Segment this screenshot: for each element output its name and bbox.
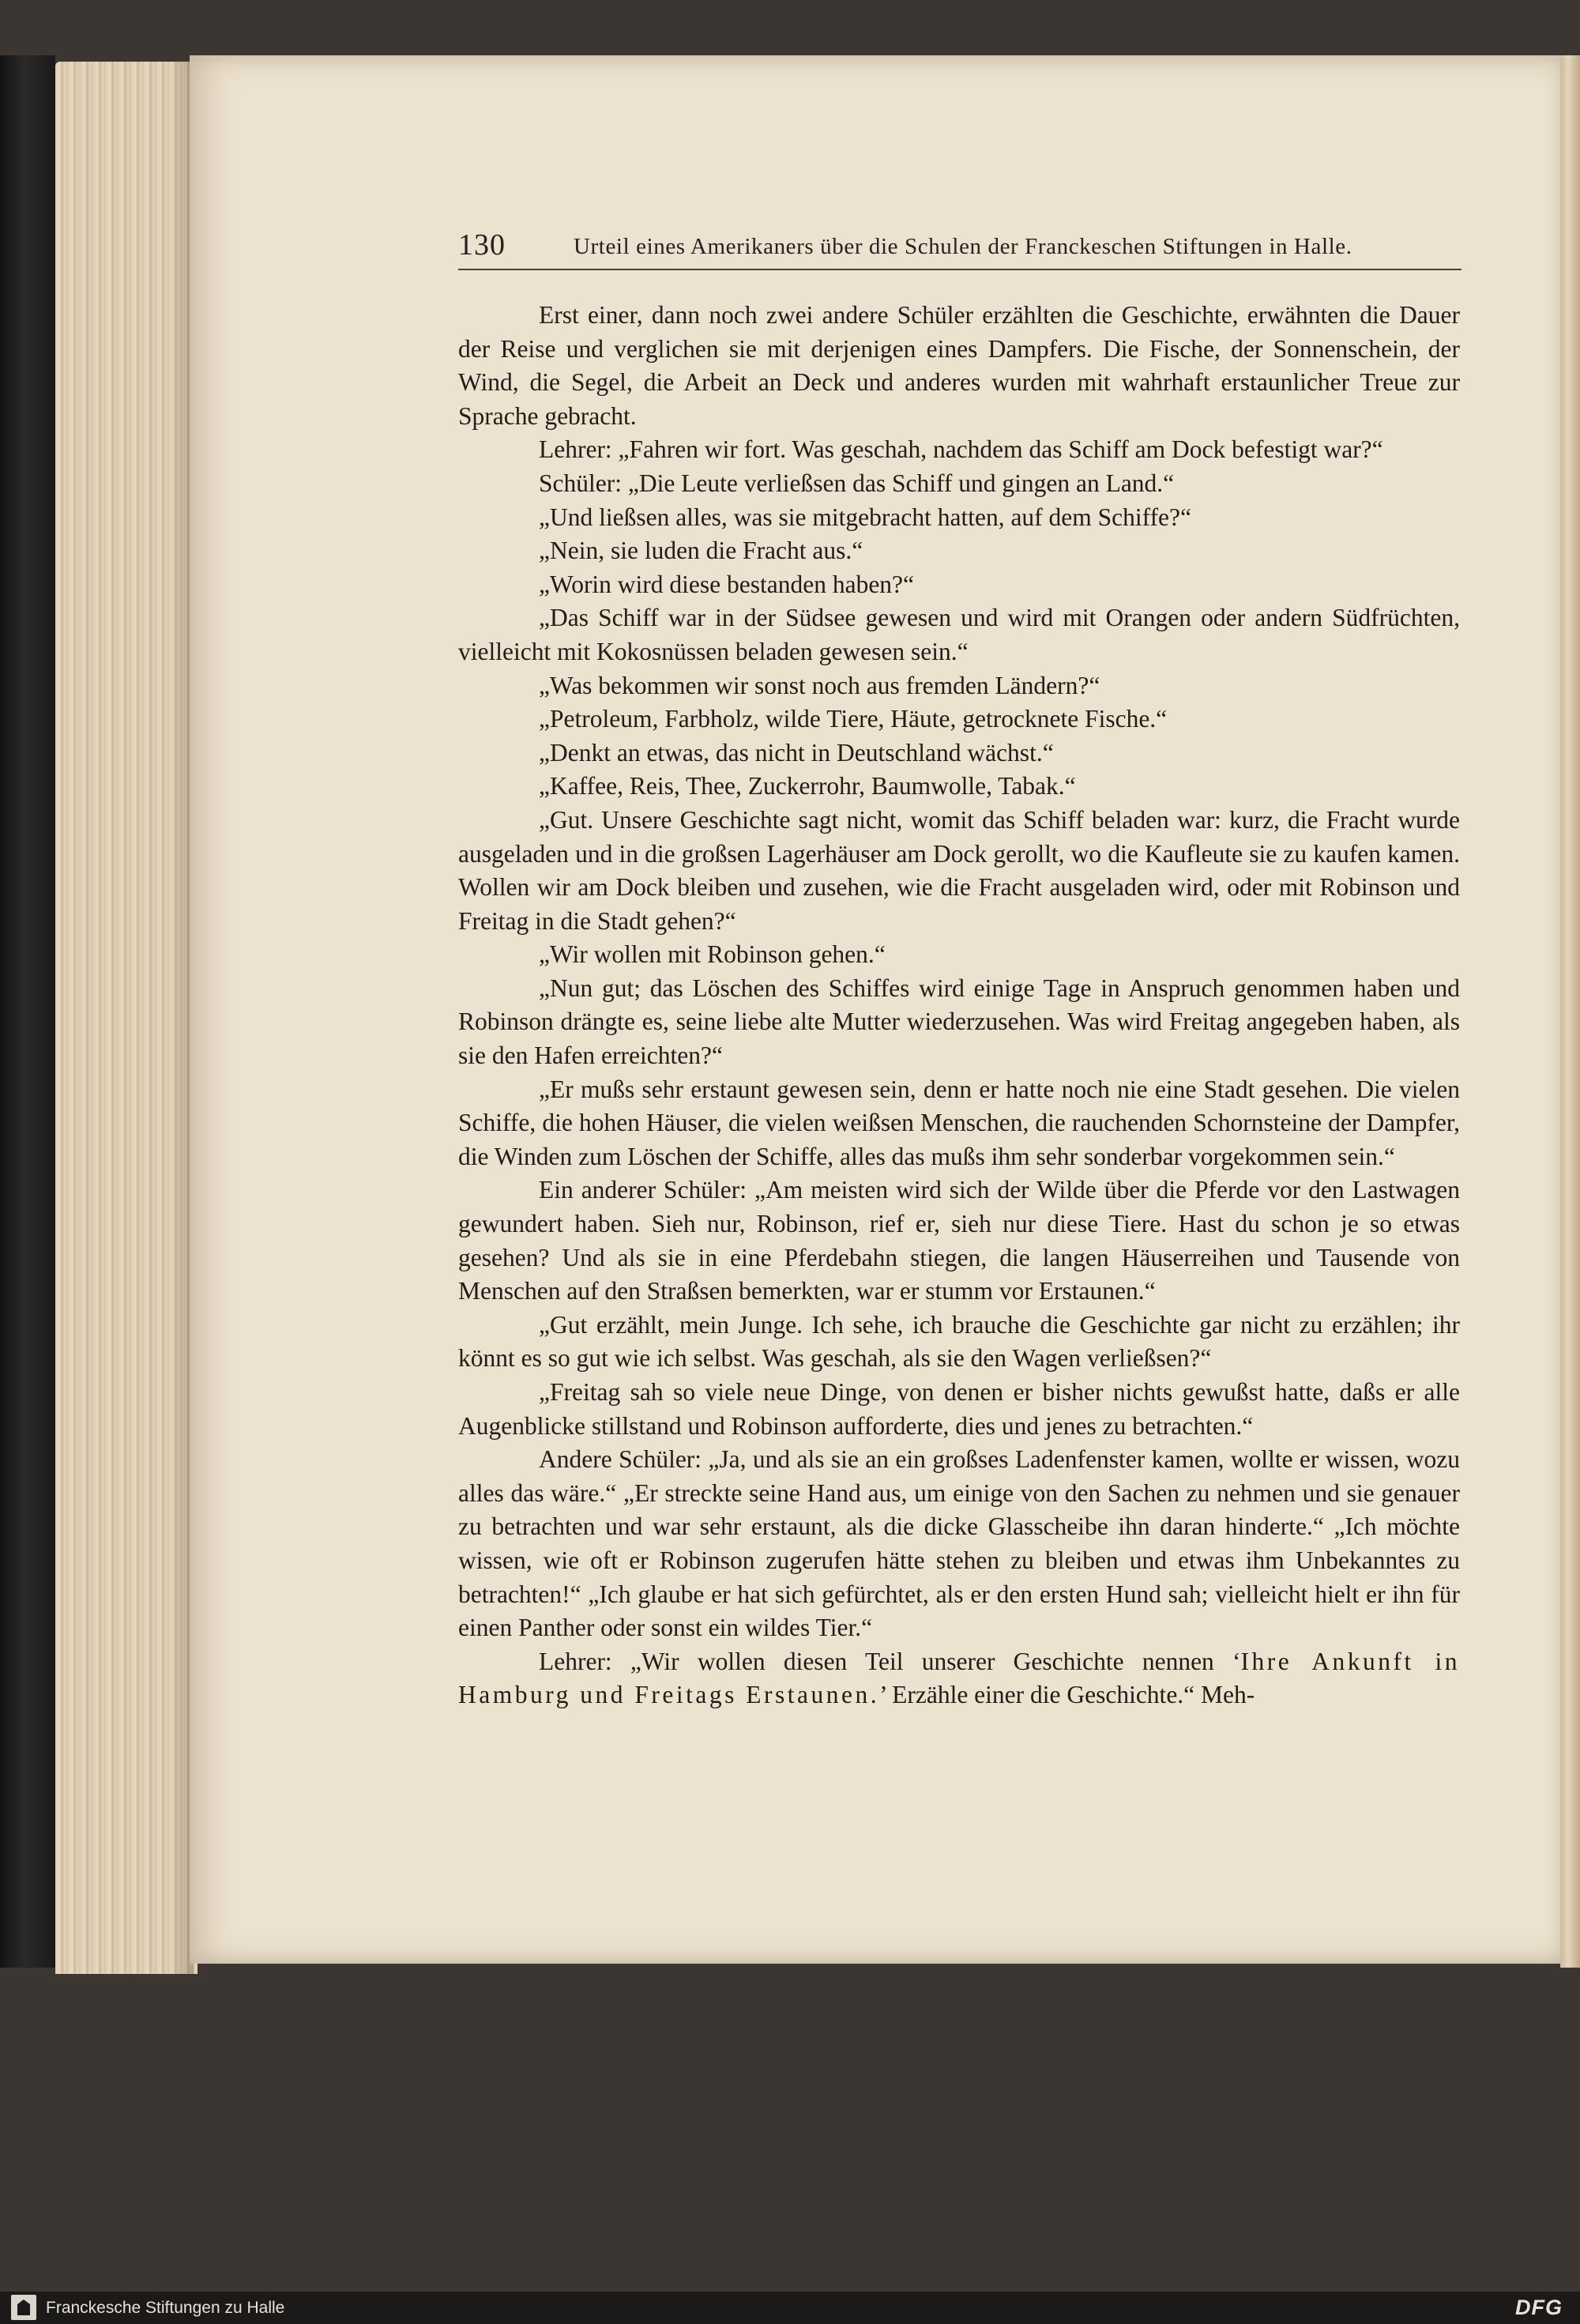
paragraph: „Wir wollen mit Robinson gehen.“ — [539, 940, 886, 969]
paragraph: „Und ließsen alles, was sie mitgebracht hatten, auf dem Schiffe?“ — [539, 503, 1191, 531]
footer-bar — [0, 2292, 1580, 2324]
paragraph: „Das Schiff war in der Südsee gewesen und wird mit Orangen oder andern Südfrüchten, vielleicht mit Kokosnüssen beladen gewesen sein.“ — [458, 604, 1460, 665]
paragraph: „Gut erzählt, mein Junge. Ich sehe, ich brauche die Geschichte gar nicht zu erzählen; ihr könnt es so gut wie ich selbst. Was geschah, als sie den Wagen verließsen?“ — [458, 1310, 1460, 1373]
paragraph: „Kaffee, Reis, Thee, Zuckerrohr, Baumwolle, Tabak.“ — [539, 772, 1076, 800]
paragraph: Schüler: „Die Leute verließsen das Schiff und gingen an Land.“ — [539, 469, 1175, 497]
paragraph: „Was bekommen wir sonst noch aus fremden Ländern?“ — [539, 671, 1100, 699]
paragraph: „Denkt an etwas, das nicht in Deutschland wächst.“ — [539, 738, 1054, 767]
right-page-edge — [1560, 55, 1580, 1968]
paragraph: „Petroleum, Farbholz, wilde Tiere, Häute, getrocknete Fische.“ — [539, 705, 1168, 733]
institution-label: Franckesche Stiftungen zu Halle — [46, 2299, 285, 2317]
last-paragraph — [458, 1645, 1460, 1712]
page-number: 130 — [458, 228, 506, 262]
book-binding — [0, 55, 55, 1968]
paragraph: „Gut. Unsere Geschichte sagt nicht, womit das Schiff beladen war: kurz, die Fracht wurde ausgeladen und in die großsen Lagerhäuser am Dock gerollt, wo die Kaufleute sie zu kaufen kamen. Wollen wir am Dock bleiben und zusehen, wie die Fracht ausgeladen wird, oder mit Robinson und Freitag in die Stadt gehen?“ — [458, 805, 1460, 935]
paragraph: Lehrer: „Fahren wir fort. Was geschah, nachdem das Schiff am Dock befestigt war?“ — [539, 435, 1383, 464]
paragraph: „Er mußs sehr erstaunt gewesen sein, denn er hatte noch nie eine Stadt gesehen. Die vielen Schiffe, die hohen Häuser, die vielen weißsen Menschen, die rauchenden Schornsteine der Dampfer, die Winden zum Löschen der Schiffe, alles das mußs ihm sehr sonderbar vorgekommen sein.“ — [458, 1075, 1460, 1170]
last-paragraph-after: ’ Erzähle einer die Geschichte.“ Meh- — [879, 1681, 1255, 1709]
paragraph: Ein anderer Schüler: „Am meisten wird sich der Wilde über die Pferde vor den Lastwagen gewundert haben. Sieh nur, Robinson, rief er, sieh nur diese Tiere. Hast du schon je so etwas gesehen? Und als sie in eine Pferdebahn stiegen, die langen Häuserreihen und Tausende von Menschen auf den Straßsen bemerkten, war er stumm vor Erstaunen.“ — [458, 1176, 1460, 1305]
dfg-logo: DFG — [1515, 2296, 1563, 2319]
institution-logo-icon — [11, 2295, 36, 2320]
paragraph: „Freitag sah so viele neue Dinge, von denen er bisher nichts gewußst hatte, daßs er alle Augenblicke stillstand und Robinson aufforderte, dies und jenes zu betrachten.“ — [458, 1378, 1460, 1440]
paragraph: „Nein, sie luden die Fracht aus.“ — [539, 537, 863, 565]
paragraph: Erst einer, dann noch zwei andere Schüler erzählten die Geschichte, erwähnten die Dauer der Reise und verglichen sie mit derjenigen eines Dampfers. Die Fische, der Sonnenschein, der Wind, die Segel, die Arbeit an Deck und anderes wurden mit wahrhaft erstaunlicher Treue zur Sprache gebracht. — [458, 301, 1460, 430]
paragraph: „Worin wird diese bestanden haben?“ — [539, 570, 915, 598]
running-title: Urteil eines Amerikaners über die Schulen der Franckeschen Stiftungen in Halle. — [574, 234, 1352, 259]
last-paragraph-before: Lehrer: „Wir wollen diesen Teil unserer Geschichte nennen ‘ — [539, 1647, 1241, 1675]
running-head — [458, 228, 1462, 270]
spaced-title: Ihre Ankunft in Hamburg und Freitags Erstaunen. — [458, 1647, 1460, 1709]
paragraph: Andere Schüler: „Ja, und als sie an ein großses Ladenfenster kamen, wollte er wissen, wozu alles das wäre.“ „Er streckte seine Hand aus, um einige von den Sachen zu nehmen und sie genauer zu betrachten und war sehr erstaunt, als die dicke Glasscheibe ihn daran hinderte.“ „Ich möchte wissen, wie oft er Robinson zugerufen hätte stehen zu bleiben und etwas ihm Unbekanntes zu betrachten!“ „Ich glaube er hat sich gefürchtet, als er den ersten Hund sah; vielleicht hielt er ihn für einen Panther oder sonst ein wildes Tier.“ — [458, 1445, 1460, 1642]
body-text — [458, 299, 1460, 1712]
paragraph: „Nun gut; das Löschen des Schiffes wird einige Tage in Anspruch genommen haben und Robinson drängte es, seine liebe alte Mutter wiederzusehen. Was wird Freitag angegeben haben, als sie den Hafen erreichten?“ — [458, 974, 1460, 1070]
